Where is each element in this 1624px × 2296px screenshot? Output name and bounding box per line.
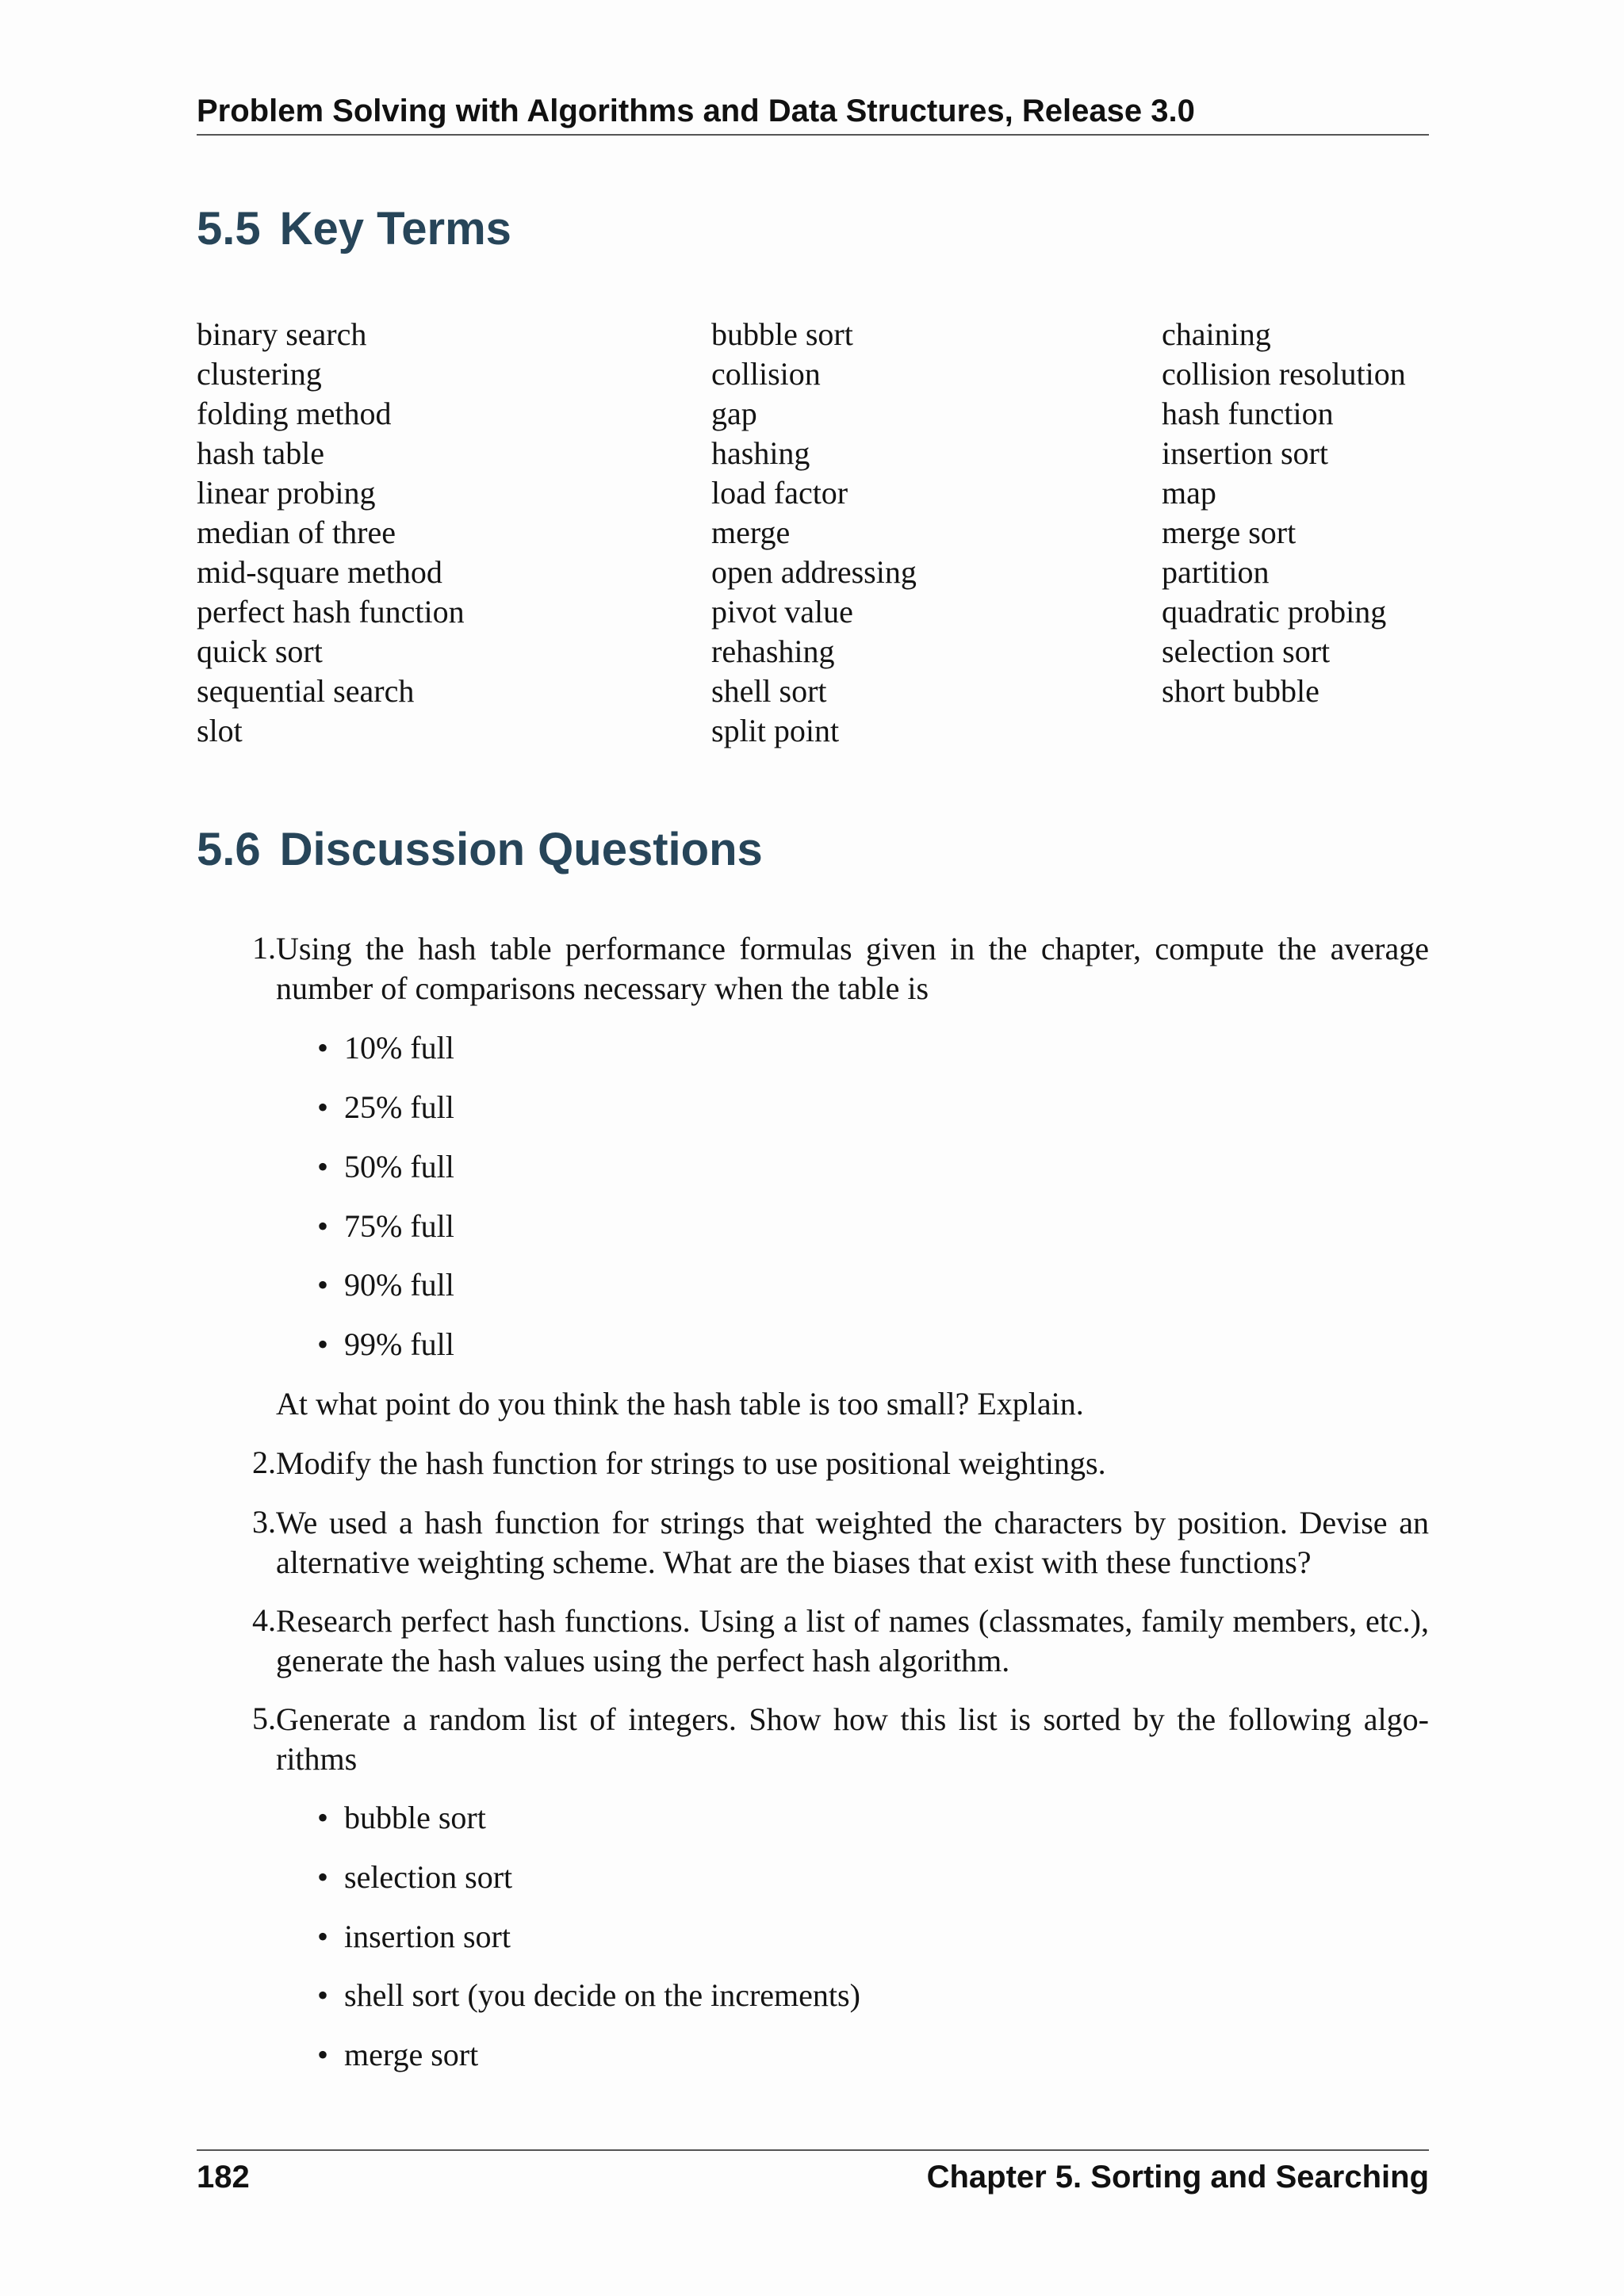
list-item: • merge sort [317,2035,478,2075]
list-item: • insertion sort [317,1917,511,1957]
list-item: • 99% full [317,1325,454,1364]
question-number: 3. [252,1504,276,1540]
bullet-icon: • [317,1800,329,1835]
question-text: Generate a random list of integers. Show how this list is sorted by the following algo- rithms [276,1701,1429,1777]
bullet-icon: • [317,1030,329,1066]
bullet-icon: • [317,1919,329,1954]
key-term: collision [711,356,821,392]
key-term: perfect hash function [197,594,465,629]
question-number: 2. [252,1445,276,1480]
bullet-icon: • [317,1149,329,1184]
key-term: median of three [197,515,396,550]
key-term: shell sort [711,673,827,709]
key-term: map [1162,475,1216,511]
bullet-icon: • [317,1089,329,1125]
bullet-icon: • [317,1208,329,1244]
question-followup-text: At what point do you think the hash table is too small? Explain. [276,1386,1084,1422]
key-term: clustering [197,356,322,392]
list-item: • bubble sort [317,1798,486,1838]
page-number: 182 [197,2160,250,2195]
list-item: • 90% full [317,1265,454,1305]
section-heading-discussion-questions [197,822,763,878]
key-term: folding method [197,396,392,431]
key-term: chaining [1162,316,1271,352]
section-title: Key Terms [279,203,511,254]
key-term: insertion sort [1162,435,1328,471]
key-term: quick sort [197,633,323,669]
list-item: • 50% full [317,1147,454,1187]
running-header: Problem Solving with Algorithms and Data Structures, Release 3.0 [197,94,1195,128]
key-term: rehashing [711,633,835,669]
key-term: hashing [711,435,810,471]
key-term: slot [197,713,243,748]
list-item: • 25% full [317,1088,454,1127]
key-term: partition [1162,554,1270,590]
chapter-title: Chapter 5. Sorting and Searching [926,2160,1429,2195]
section-heading-key-terms [197,201,511,257]
key-term: short bubble [1162,673,1320,709]
key-term: gap [711,396,757,431]
list-item: • 75% full [317,1207,454,1246]
key-term: split point [711,713,840,748]
key-term: collision resolution [1162,356,1406,392]
key-term: load factor [711,475,848,511]
key-term: bubble sort [711,316,853,352]
question-number: 4. [252,1602,276,1638]
bullet-icon: • [317,2037,329,2072]
document-page [197,0,1429,2296]
key-term: hash function [1162,396,1334,431]
bullet-icon: • [317,1859,329,1895]
bullet-icon: • [317,1326,329,1362]
footer-divider [197,2149,1429,2151]
key-term: selection sort [1162,633,1331,669]
question-number: 5. [252,1701,276,1736]
section-number: 5.5 [197,203,261,254]
key-term: open addressing [711,554,917,590]
question-text: Modify the hash function for strings to use positional weightings. [276,1445,1106,1481]
key-term: merge [711,515,791,550]
list-item: • 10% full [317,1028,454,1068]
key-term: merge sort [1162,515,1297,550]
question-number: 1. [252,930,276,966]
key-term: quadratic probing [1162,594,1387,629]
list-item: • shell sort (you decide on the increments) [317,1976,860,2015]
key-term: hash table [197,435,325,471]
section-number: 5.6 [197,824,261,875]
key-term: mid-square method [197,554,442,590]
list-item: • selection sort [317,1858,512,1897]
question-text: Research perfect hash functions. Using a list of names (classmates, family members, etc.), generate the hash values using the perfect hash algorithm. [276,1603,1429,1678]
key-term: linear probing [197,475,376,511]
question-text: Using the hash table performance formulas given in the chapter, compute the average number of comparisons necessary when the table is [276,931,1429,1006]
header-divider [197,134,1429,136]
key-term: binary search [197,316,367,352]
bullet-icon: • [317,1267,329,1303]
key-term: pivot value [711,594,853,629]
key-term: sequential search [197,673,415,709]
bullet-icon: • [317,1977,329,2013]
section-title: Discussion Questions [279,824,763,875]
question-text: We used a hash function for strings that weighted the characters by position. Devise an alternative weighting scheme. What are the biases that exist with these functions? [276,1505,1429,1580]
